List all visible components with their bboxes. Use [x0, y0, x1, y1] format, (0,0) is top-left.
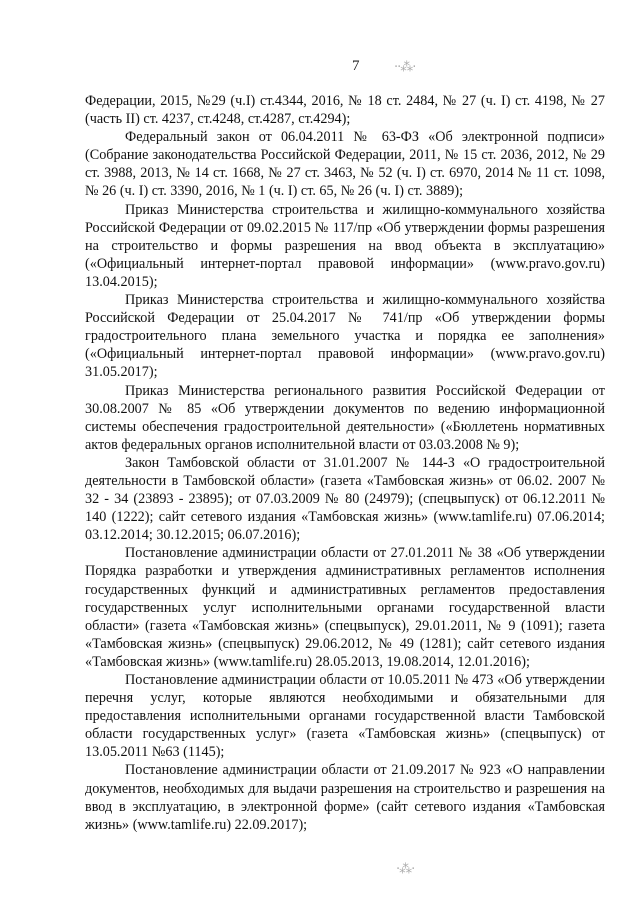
paragraph-resolution-473: Постановление администрации области от 10.05.2011 № 473 «Об утверждении перечня услуг, которые являются необходимыми и обязательными для предоставления исполнительными органами государственной власти Тамбовской области государственных услуг» (газета «Тамбовская жизнь» (спецвыпуск) от 13.05.2011 №63 (1145); — [85, 672, 605, 761]
ink-smudge-mark: ‧⁂‧ — [396, 862, 415, 877]
paragraph-continuation: Федерации, 2015, №29 (ч.I) ст.4344, 2016, № 18 ст. 2484, № 27 (ч. I) ст. 4198, № 27 (часть II) ст. 4237, ст.4248, ст.4287, ст.4294); — [85, 93, 605, 128]
paragraph-federal-law-63fz: Федеральный закон от 06.04.2011 № 63-ФЗ «Об электронной подписи» (Собрание законодательства Российской Федерации, 2011, № 15 ст. 2036, 2012, № 29 ст. 3988, 2013, № 14 ст. 1668, № 27 ст. 3463, № 52 (ч. I) ст. 6970, 2014 № 11 ст. 1098, № 26 (ч. I) ст. 3390, 2016, № 1 (ч. I) ст. 65, № 26 (ч. I) ст. 3889); — [85, 129, 605, 200]
paragraph-law-144z: Закон Тамбовской области от 31.01.2007 № 144-З «О градостроительной деятельности в Тамбовской области» (газета «Тамбовская жизнь» от 06.02. 2007 № 32 - 34 (23893 - 23895); от 07.03.2009 № 80 (24979); (спецвыпуск) от 06.12.2011 № 140 (1222); сайт сетевого издания «Тамбовская жизнь» (www.tamlife.ru) 07.06.2014; 03.12.2014; 30.12.2015; 06.07.2016); — [85, 454, 605, 544]
paragraph-order-117pr: Приказ Министерства строительства и жилищно-коммунального хозяйства Российской Федерации от 09.02.2015 № 117/пр «Об утверждении формы разрешения на строительство и формы разрешения на ввод объекта в эксплуатацию» («Официальный интернет-портал правовой информации» (www.pravo.gov.ru) 13.04.2015); — [85, 201, 605, 290]
paragraph-order-85: Приказ Министерства регионального развития Российской Федерации от 30.08.2007 № 85 «Об утверждении документов по ведению информационной системы обеспечения градостроительной деятельности» («Бюллетень нормативных актов федеральных органов исполнительной власти от 03.03.2008 № 9); — [85, 382, 605, 453]
paragraph-order-741pr: Приказ Министерства строительства и жилищно-коммунального хозяйства Российской Федерации от 25.04.2017 № 741/пр «Об утверждении формы градостроительного плана земельного участка и порядка ее заполнения» («Официальный интернет-портал правовой информации» (www.pravo.gov.ru) 31.05.2017); — [85, 292, 605, 381]
document-body — [85, 92, 605, 834]
paragraph-resolution-923: Постановление администрации области от 21.09.2017 № 923 «О направлении документов, необходимых для выдачи разрешения на строительство и разрешения на ввод в эксплуатацию, в электронной форме» (сайт сетевого издания «Тамбовская жизнь» (www.tamlife.ru) 22.09.2017); — [85, 762, 605, 833]
ink-smudge-mark: ·‧⁂· — [394, 60, 416, 75]
page-number: 7 — [352, 58, 360, 74]
paragraph-resolution-38: Постановление администрации области от 27.01.2011 № 38 «Об утверждении Порядка разработки и утверждения административных регламентов исполнения государственных функций и административных регламентов предоставления государственных услуг исполнительными органами государственной власти области» (газета «Тамбовская жизнь» (спецвыпуск), 29.01.2011, № 9 (1091); газета «Тамбовская жизнь» (спецвыпуск) 29.06.2012, № 49 (1281); сайт сетевого издания «Тамбовская жизнь» (www.tamlife.ru) 28.05.2013, 19.08.2014, 12.01.2016); — [85, 545, 605, 670]
